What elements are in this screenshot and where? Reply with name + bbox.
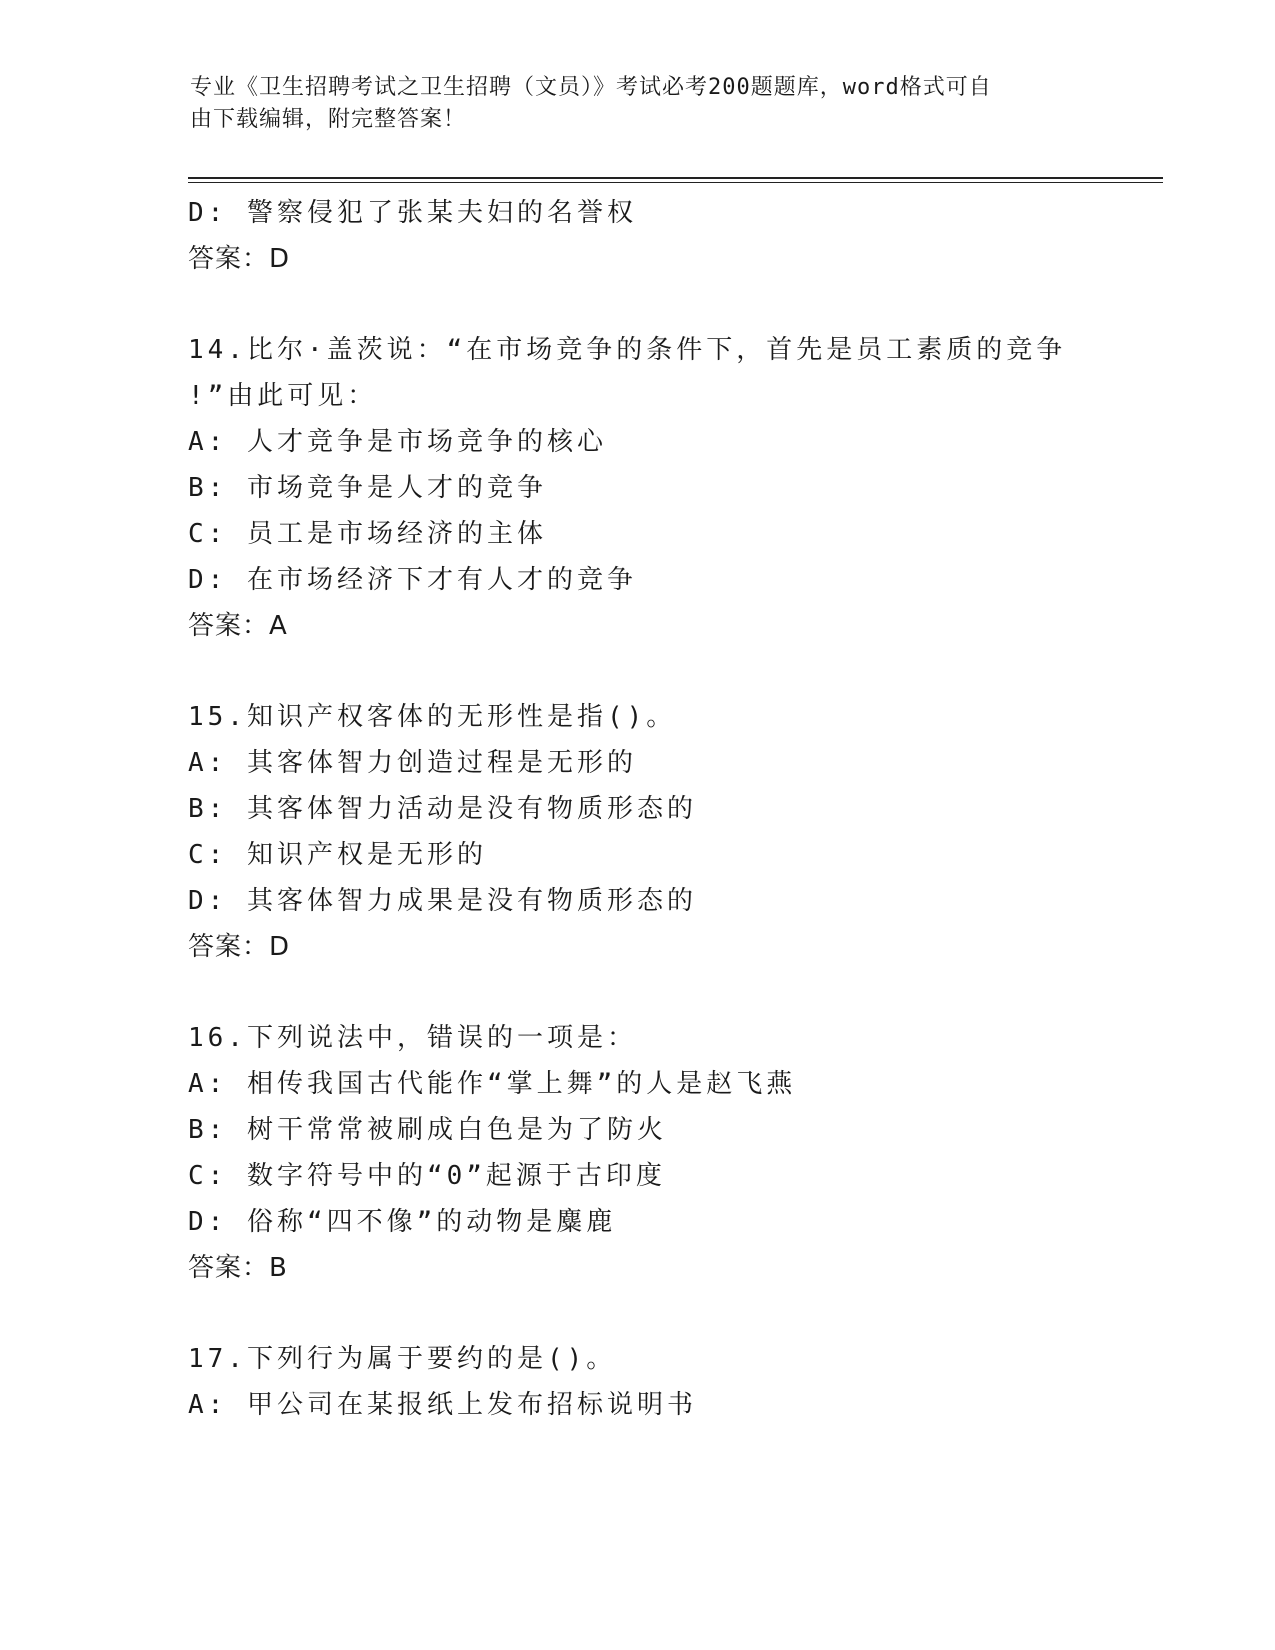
question-stem: 15.知识产权客体的无形性是指()。 bbox=[188, 702, 677, 732]
option-a: A: 人才竞争是市场竞争的核心 bbox=[188, 427, 607, 457]
option-c: C: 员工是市场经济的主体 bbox=[188, 519, 547, 549]
header-rule-thick bbox=[188, 177, 1163, 179]
option-b: B: 树干常常被刷成白色是为了防火 bbox=[188, 1115, 667, 1145]
option-d: D: 在市场经济下才有人才的竞争 bbox=[188, 565, 637, 595]
option-a: A: 相传我国古代能作“掌上舞”的人是赵飞燕 bbox=[188, 1069, 797, 1099]
header-line-2: 由下载编辑，附完整答案！ bbox=[190, 107, 467, 132]
answer-line: 答案：D bbox=[188, 932, 291, 962]
question-16 bbox=[188, 1015, 1148, 1291]
question-stem-continued: !”由此可见： bbox=[188, 381, 378, 411]
header-rule-thin bbox=[188, 182, 1163, 183]
answer-line: 答案：A bbox=[188, 611, 288, 641]
option-c: C: 数字符号中的“0”起源于古印度 bbox=[188, 1161, 666, 1191]
question-14 bbox=[188, 327, 1148, 649]
option-d: D: 其客体智力成果是没有物质形态的 bbox=[188, 886, 697, 916]
option-c: C: 知识产权是无形的 bbox=[188, 840, 487, 870]
question-list bbox=[188, 190, 1148, 1428]
header-line-1: 专业《卫生招聘考试之卫生招聘（文员）》考试必考200题题库，word格式可自 bbox=[190, 75, 992, 100]
option-b: B: 市场竞争是人才的竞争 bbox=[188, 473, 547, 503]
document-header bbox=[190, 72, 1070, 136]
option-a: A: 甲公司在某报纸上发布招标说明书 bbox=[188, 1390, 697, 1420]
question-stem: 16.下列说法中，错误的一项是： bbox=[188, 1023, 637, 1053]
question-13-tail bbox=[188, 190, 1148, 282]
answer-line: 答案：D bbox=[188, 244, 291, 274]
option-b: B: 其客体智力活动是没有物质形态的 bbox=[188, 794, 697, 824]
question-stem: 14.比尔·盖茨说：“在市场竞争的条件下，首先是员工素质的竞争 bbox=[188, 335, 1067, 365]
question-15 bbox=[188, 694, 1148, 970]
option-d: D: 警察侵犯了张某夫妇的名誉权 bbox=[188, 198, 637, 228]
answer-line: 答案：B bbox=[188, 1253, 288, 1283]
question-stem: 17.下列行为属于要约的是()。 bbox=[188, 1344, 617, 1374]
option-a: A: 其客体智力创造过程是无形的 bbox=[188, 748, 637, 778]
question-17 bbox=[188, 1336, 1148, 1428]
option-d: D: 俗称“四不像”的动物是麋鹿 bbox=[188, 1207, 617, 1237]
